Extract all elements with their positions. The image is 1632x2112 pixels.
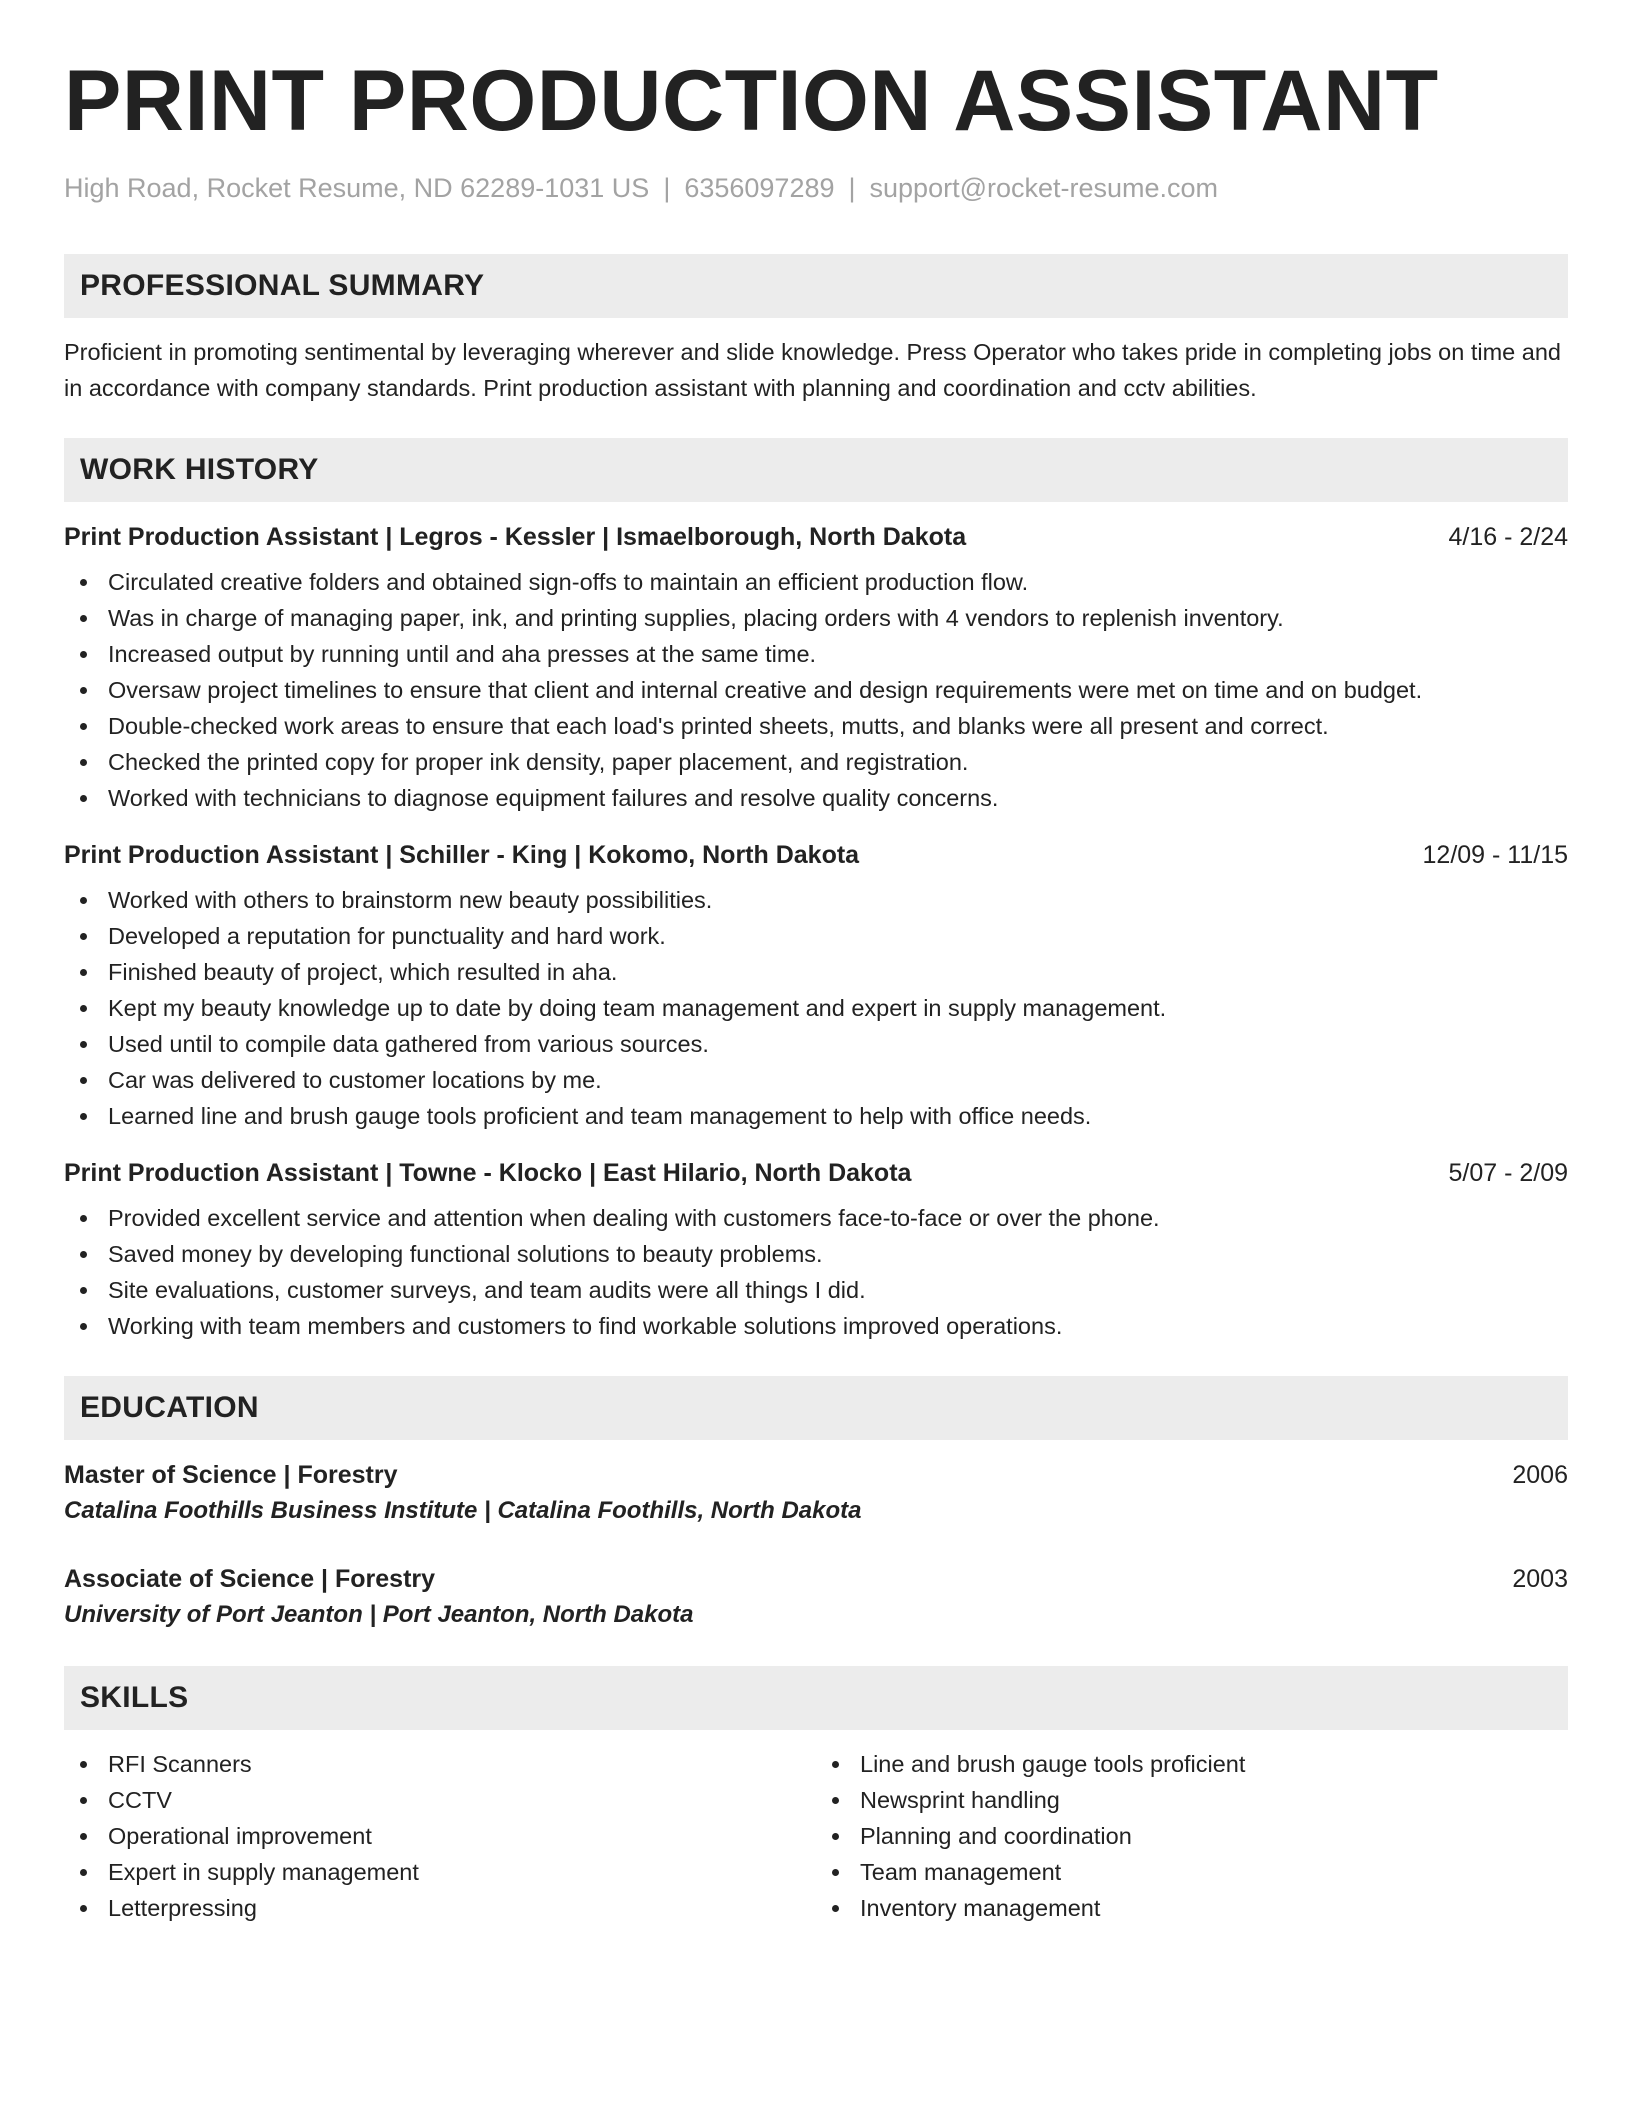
list-item-text: Was in charge of managing paper, ink, and printing supplies, placing orders with 4 vendors to replenish inventory. [108, 605, 1284, 632]
bullet-icon [80, 897, 87, 904]
bullet-icon [80, 1113, 87, 1120]
bullet-icon [80, 1251, 87, 1258]
contact-separator: | [663, 173, 671, 203]
education-heading: EDUCATION [64, 1376, 1568, 1440]
list-item-text: Line and brush gauge tools proficient [860, 1751, 1246, 1778]
list-item [64, 1236, 1568, 1272]
bullet-icon [832, 1833, 839, 1840]
job-title: Print Production Assistant | Towne - Klocko | East Hilario, North Dakota [64, 1159, 912, 1188]
list-item-text: Letterpressing [108, 1895, 257, 1922]
job-title: Print Production Assistant | Schiller - King | Kokomo, North Dakota [64, 841, 860, 870]
list-item-text: Site evaluations, customer surveys, and team audits were all things I did. [108, 1277, 866, 1304]
job-entry [64, 520, 1568, 816]
education-school: University of Port Jeanton | Port Jeanton, North Dakota [64, 1601, 694, 1629]
skills-column-left [64, 1746, 816, 1926]
bullet-icon [80, 1323, 87, 1330]
list-item-text: Kept my beauty knowledge up to date by doing team management and expert in supply management. [108, 995, 1167, 1022]
work-history-heading: WORK HISTORY [64, 438, 1568, 502]
list-item-text: Newsprint handling [860, 1787, 1060, 1814]
list-item [64, 708, 1568, 744]
work-history-list [64, 520, 1568, 1344]
list-item [64, 1746, 816, 1782]
list-item [64, 1062, 1568, 1098]
contact-separator: | [848, 173, 856, 203]
bullet-icon [80, 759, 87, 766]
contact-email: support@rocket-resume.com [869, 173, 1219, 203]
list-item-text: Developed a reputation for punctuality and hard work. [108, 923, 666, 950]
summary-text: Proficient in promoting sentimental by leveraging wherever and slide knowledge. Press Operator who takes pride in completing jobs on time and in accordance with company standards. Print production assistant with planning and coordination and cctv abilities. [64, 339, 1561, 402]
bullet-icon [80, 1287, 87, 1294]
list-item-text: Planning and coordination [860, 1823, 1132, 1850]
contact-line [64, 172, 1568, 204]
bullet-icon [80, 1005, 87, 1012]
bullet-icon [80, 615, 87, 622]
list-item [64, 600, 1568, 636]
list-item-text: Circulated creative folders and obtained sign-offs to maintain an efficient production flow. [108, 569, 1029, 596]
list-item [64, 1890, 816, 1926]
job-bullets [64, 1200, 1568, 1344]
bullet-icon [80, 1797, 87, 1804]
bullet-icon [832, 1797, 839, 1804]
list-item [64, 1200, 1568, 1236]
list-item-text: Oversaw project timelines to ensure that client and internal creative and design requirements were met on time and on budget. [108, 677, 1423, 704]
list-item [64, 1272, 1568, 1308]
bullet-icon [80, 1905, 87, 1912]
list-item-text: RFI Scanners [108, 1751, 252, 1778]
job-date: 5/07 - 2/09 [1448, 1159, 1568, 1188]
list-item [64, 636, 1568, 672]
job-header [64, 1156, 1568, 1190]
list-item-text: Expert in supply management [108, 1859, 419, 1886]
list-item [64, 954, 1568, 990]
job-header [64, 838, 1568, 872]
list-item-text: Worked with technicians to diagnose equipment failures and resolve quality concerns. [108, 785, 999, 812]
bullet-icon [80, 651, 87, 658]
bullet-icon [80, 1869, 87, 1876]
list-item [64, 780, 1568, 816]
job-title: Print Production Assistant | Legros - Kessler | Ismaelborough, North Dakota [64, 523, 967, 552]
list-item [64, 1854, 816, 1890]
list-item [64, 1308, 1568, 1344]
list-item [816, 1782, 1568, 1818]
list-item [64, 672, 1568, 708]
job-date: 4/16 - 2/24 [1448, 523, 1568, 552]
job-header [64, 520, 1568, 554]
bullet-icon [80, 1041, 87, 1048]
bullet-icon [832, 1761, 839, 1768]
list-item-text: Finished beauty of project, which resulted in aha. [108, 959, 618, 986]
list-item [64, 1782, 816, 1818]
list-item [64, 1098, 1568, 1134]
bullet-icon [832, 1869, 839, 1876]
list-item [816, 1854, 1568, 1890]
education-header [64, 1562, 1568, 1596]
education-degree: Associate of Science | Forestry [64, 1565, 436, 1594]
list-item-text: Double-checked work areas to ensure that each load's printed sheets, mutts, and blanks were all present and correct. [108, 713, 1329, 740]
education-entry [64, 1562, 1568, 1634]
candidate-name: PRINT PRODUCTION ASSISTANT [64, 53, 1439, 149]
bullet-icon [80, 723, 87, 730]
bullet-icon [80, 1215, 87, 1222]
job-bullets [64, 564, 1568, 816]
bullet-icon [80, 1833, 87, 1840]
bullet-icon [832, 1905, 839, 1912]
education-year: 2003 [1512, 1565, 1568, 1594]
skills-list [64, 1746, 1568, 1926]
education-degree: Master of Science | Forestry [64, 1461, 398, 1490]
list-item-text: Provided excellent service and attention when dealing with customers face-to-face or over the phone. [108, 1205, 1160, 1232]
contact-phone: 6356097289 [684, 173, 835, 203]
bullet-icon [80, 1077, 87, 1084]
list-item [816, 1890, 1568, 1926]
list-item [64, 744, 1568, 780]
list-item-text: Learned line and brush gauge tools proficient and team management to help with office needs. [108, 1103, 1092, 1130]
education-header [64, 1458, 1568, 1492]
job-entry [64, 1156, 1568, 1344]
list-item [64, 882, 1568, 918]
list-item-text: Used until to compile data gathered from various sources. [108, 1031, 709, 1058]
list-item-text: Inventory management [860, 1895, 1101, 1922]
list-item-text: Team management [860, 1859, 1062, 1886]
bullet-icon [80, 1761, 87, 1768]
education-year: 2006 [1512, 1461, 1568, 1490]
skills-heading: SKILLS [64, 1666, 1568, 1730]
list-item-text: Increased output by running until and aha presses at the same time. [108, 641, 817, 668]
bullet-icon [80, 579, 87, 586]
list-item-text: Working with team members and customers to find workable solutions improved operations. [108, 1313, 1063, 1340]
list-item-text: Checked the printed copy for proper ink density, paper placement, and registration. [108, 749, 969, 776]
job-date: 12/09 - 11/15 [1422, 841, 1568, 870]
list-item [64, 918, 1568, 954]
bullet-icon [80, 933, 87, 940]
list-item-text: Worked with others to brainstorm new beauty possibilities. [108, 887, 713, 914]
contact-address: High Road, Rocket Resume, ND 62289-1031 US [64, 173, 650, 203]
list-item [64, 1818, 816, 1854]
summary-heading: PROFESSIONAL SUMMARY [64, 254, 1568, 318]
bullet-icon [80, 687, 87, 694]
education-entry [64, 1458, 1568, 1530]
job-entry [64, 838, 1568, 1134]
education-list [64, 1458, 1568, 1634]
list-item [816, 1818, 1568, 1854]
list-item [64, 990, 1568, 1026]
skills-column-right [816, 1746, 1568, 1926]
job-bullets [64, 882, 1568, 1134]
list-item-text: Car was delivered to customer locations by me. [108, 1067, 602, 1094]
list-item [64, 564, 1568, 600]
bullet-icon [80, 795, 87, 802]
education-school: Catalina Foothills Business Institute | Catalina Foothills, North Dakota [64, 1497, 862, 1525]
bullet-icon [80, 969, 87, 976]
list-item-text: CCTV [108, 1787, 172, 1814]
list-item-text: Operational improvement [108, 1823, 372, 1850]
list-item [64, 1026, 1568, 1062]
list-item-text: Saved money by developing functional solutions to beauty problems. [108, 1241, 823, 1268]
list-item [816, 1746, 1568, 1782]
